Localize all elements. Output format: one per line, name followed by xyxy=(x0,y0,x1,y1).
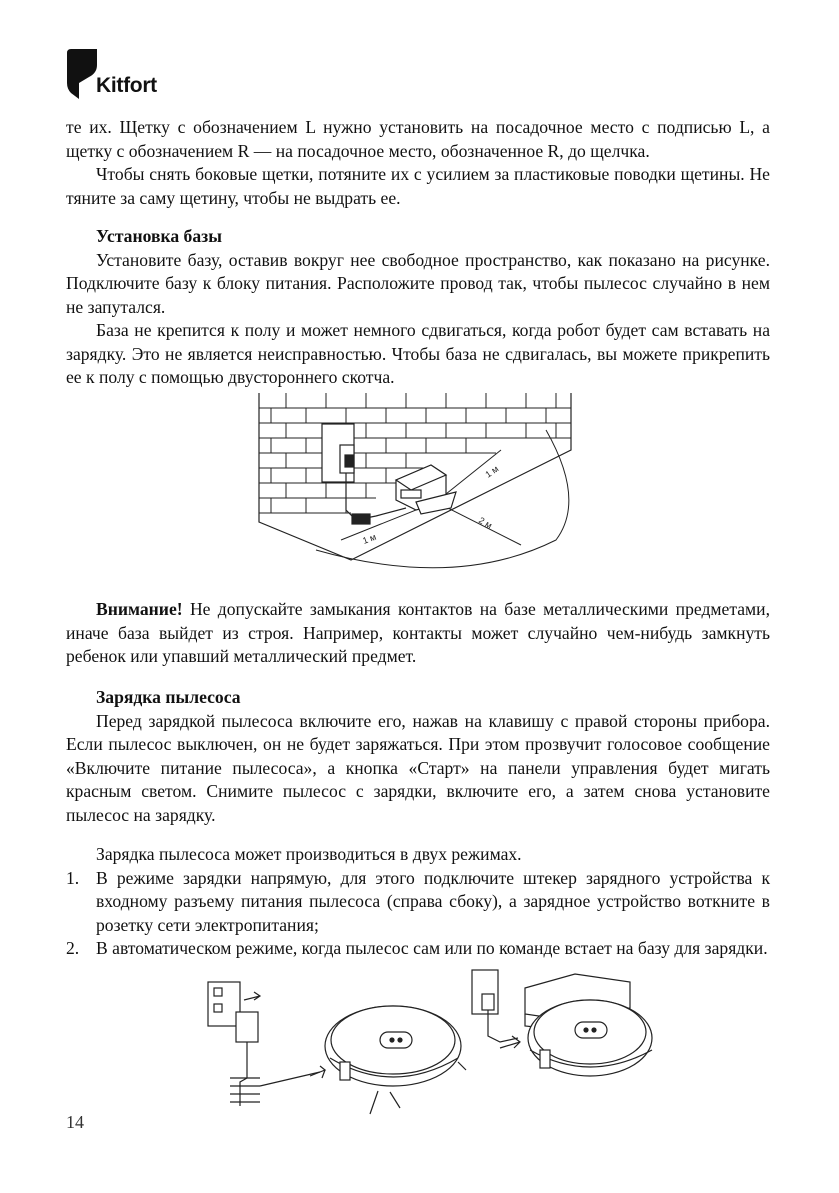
warning-label: Внимание! xyxy=(96,599,183,619)
paragraph: Чтобы снять боковые щетки, потяните их с усилием за пластиковые поводки щетины. Не тяните за саму щетину, чтобы не выдрать ее. xyxy=(66,164,770,208)
list-number: 1. xyxy=(66,867,80,888)
list-item xyxy=(66,867,770,938)
distance-label-2m: 2 м xyxy=(477,515,494,531)
charging-modes-illustration xyxy=(200,966,670,1126)
charge-mode-list xyxy=(66,867,770,961)
page-number: 14 xyxy=(66,1112,84,1132)
text-block-top xyxy=(66,116,770,210)
section-heading: Установка базы xyxy=(96,226,222,246)
paragraph: База не крепится к полу и может немного сдвигаться, когда робот будет сам вставать на зарядку. Это не является неисправностью. Чтобы база не сдвигалась, вы можете прикрепить ее к полу с помощью двустороннего скотча. xyxy=(66,320,770,387)
paragraph: Установите базу, оставив вокруг нее свободное пространство, как показано на рисунке. Подключите базу к блоку питания. Расположите провод так, чтобы пылесос случайно в нем не запутался. xyxy=(66,249,770,317)
charge-modes xyxy=(66,843,770,961)
section-heading: Зарядка пылесоса xyxy=(96,687,241,707)
list-text: В автоматическом режиме, когда пылесос сам или по команде встает на базу для зарядки. xyxy=(96,938,768,958)
base-placement-illustration xyxy=(256,390,586,575)
list-number: 2. xyxy=(66,938,80,958)
section-charge xyxy=(66,686,770,827)
paragraph: Перед зарядкой пылесоса включите его, нажав на клавишу с правой стороны прибора. Если пылесос выключен, он не будет заряжаться. При этом прозвучит голосовое сообщение «Включите питание пылесоса», а кнопка «Старт» на панели управления будет мигать красным светом. Снимите пылесос с зарядки, включите его, а затем снова установите пылесос на зарядку. xyxy=(66,710,770,825)
warning-paragraph xyxy=(66,598,770,669)
paragraph: те их. Щетку с обозначением L нужно установить на посадочное место с подписью L, а щетку с обозначением R — на посадочное место, обозначенное R, до щелчка. xyxy=(66,117,770,161)
brand-logo-text: Kitfort xyxy=(96,74,157,97)
distance-label-1m-right: 1 м xyxy=(483,463,501,480)
list-item xyxy=(66,937,770,961)
list-text: В режиме зарядки напрямую, для этого подключите штекер зарядного устройства к входному разъему питания пылесоса (справа сбоку), а зарядное устройство воткните в розетку сети электропитания; xyxy=(96,867,770,935)
warning-block xyxy=(66,598,770,669)
section-base xyxy=(66,225,770,390)
distance-label-1m-left: 1 м xyxy=(361,531,378,546)
paragraph: Зарядка пылесоса может производиться в двух режимах. xyxy=(96,844,522,864)
warning-text: Не допускайте замыкания контактов на базе металлическими предметами, иначе база выйдет из строя. Например, контакты может случайно чем-нибудь замкнуть ребенок или упавший металлический предмет. xyxy=(66,599,770,666)
